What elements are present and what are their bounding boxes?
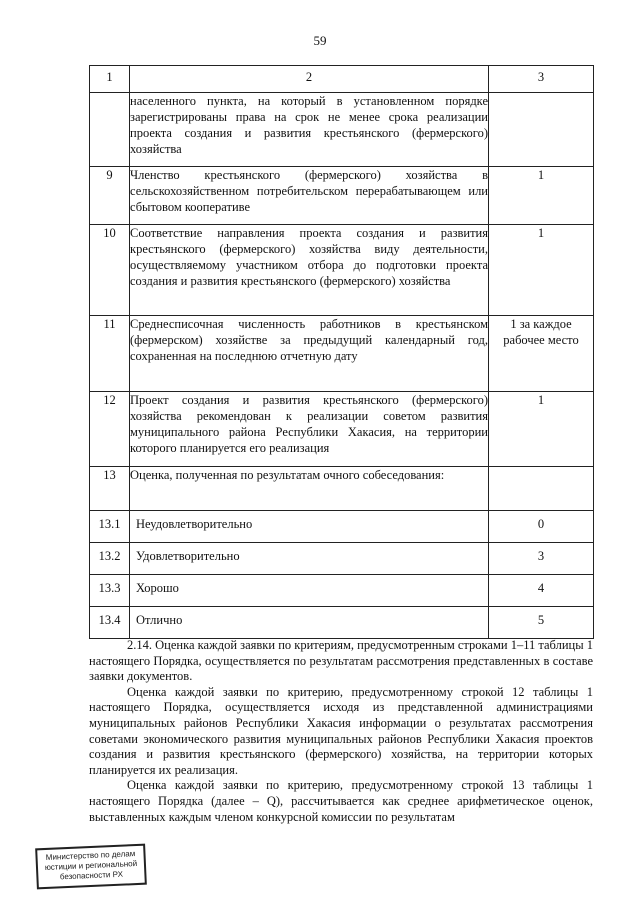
table-row — [90, 167, 594, 225]
body-text — [89, 638, 593, 825]
row-number: 13.4 — [90, 607, 130, 639]
table-row — [90, 93, 594, 167]
row-number: 11 — [90, 316, 130, 392]
header-col-2: 2 — [130, 66, 489, 93]
row-number: 13.1 — [90, 511, 130, 543]
page-number: 59 — [313, 33, 327, 48]
stamp-line: Министерство по делам — [45, 849, 136, 862]
paragraph-criterion-13: Оценка каждой заявки по критерию, предусмотренному строкой 13 таблицы 1 настоящего Порядка (далее – Q), рассчитывается как среднее арифметическое оценок, выставленных каждым членом конкурсной комиссии по результатам — [89, 778, 593, 824]
ministry-stamp — [35, 844, 147, 890]
stamp-line: безопасности РХ — [59, 869, 124, 882]
row-criterion: Удовлетворительно — [130, 543, 489, 575]
row-score: 1 — [489, 392, 594, 467]
row-score: 0 — [489, 511, 594, 543]
row-score: 1 за каждое рабочее место — [489, 316, 594, 392]
row-criterion: Отлично — [130, 607, 489, 639]
row-number: 13 — [90, 467, 130, 511]
row-criterion: Хорошо — [130, 575, 489, 607]
row-score: 5 — [489, 607, 594, 639]
row-score — [489, 93, 594, 167]
header-col-3: 3 — [489, 66, 594, 93]
row-score: 1 — [489, 225, 594, 316]
table-row — [90, 225, 594, 316]
table-row — [90, 511, 594, 543]
row-number: 10 — [90, 225, 130, 316]
row-criterion: Неудовлетворительно — [130, 511, 489, 543]
row-number: 13.2 — [90, 543, 130, 575]
row-number: 12 — [90, 392, 130, 467]
header-col-1: 1 — [90, 66, 130, 93]
row-number — [90, 93, 130, 167]
table-header-row — [90, 66, 594, 93]
row-score: 4 — [489, 575, 594, 607]
row-number: 13.3 — [90, 575, 130, 607]
table-row — [90, 316, 594, 392]
row-criterion: населенного пункта, на который в установленном порядке зарегистрированы права на срок не менее срока реализации проекта создания и развития крестьянского (фермерского) хозяйства — [130, 93, 489, 167]
row-score — [489, 467, 594, 511]
table-row — [90, 607, 594, 639]
row-score: 1 — [489, 167, 594, 225]
paragraph-2-14: 2.14. Оценка каждой заявки по критериям, предусмотренным строками 1–11 таблицы 1 настоящего Порядка, осуществляется по результатам рассмотрения представленных в составе заявки документов. — [89, 638, 593, 684]
table-row — [90, 543, 594, 575]
row-criterion: Среднесписочная численность работников в крестьянском (фермерском) хозяйстве за предыдущий календарный год, сохраненная на последнюю отчетную дату — [130, 316, 489, 392]
table-row — [90, 575, 594, 607]
paragraph-criterion-12: Оценка каждой заявки по критерию, предусмотренному строкой 12 таблицы 1 настоящего Порядка, осуществляется исходя из представленной администрациями муниципальных районов Республики Хакасия информации о результатах рассмотрения советами экономического развития муниципальных районов Республики Хакасия проектов создания и развития крестьянского (фермерского) хозяйства, на территории которых планируется их реализация. — [89, 684, 593, 777]
row-score: 3 — [489, 543, 594, 575]
row-criterion: Оценка, полученная по результатам очного собеседования: — [130, 467, 489, 511]
table-row — [90, 467, 594, 511]
row-criterion: Соответствие направления проекта создания и развития крестьянского (фермерского) хозяйства виду деятельности, осуществляемому участником отбора до подготовки проекта создания и развития крестьянского (фермерского) хозяйства — [130, 225, 489, 316]
row-criterion: Членство крестьянского (фермерского) хозяйства в сельскохозяйственном потребительском перерабатывающем или сбытовом кооперативе — [130, 167, 489, 225]
stamp-line: юстиции и региональной — [44, 858, 138, 873]
table-row — [90, 392, 594, 467]
criteria-table — [89, 65, 594, 639]
row-number: 9 — [90, 167, 130, 225]
row-criterion: Проект создания и развития крестьянского (фермерского) хозяйства рекомендован к реализации советом развития муниципального района Республики Хакасия, на территории которого планируется его реализация — [130, 392, 489, 467]
